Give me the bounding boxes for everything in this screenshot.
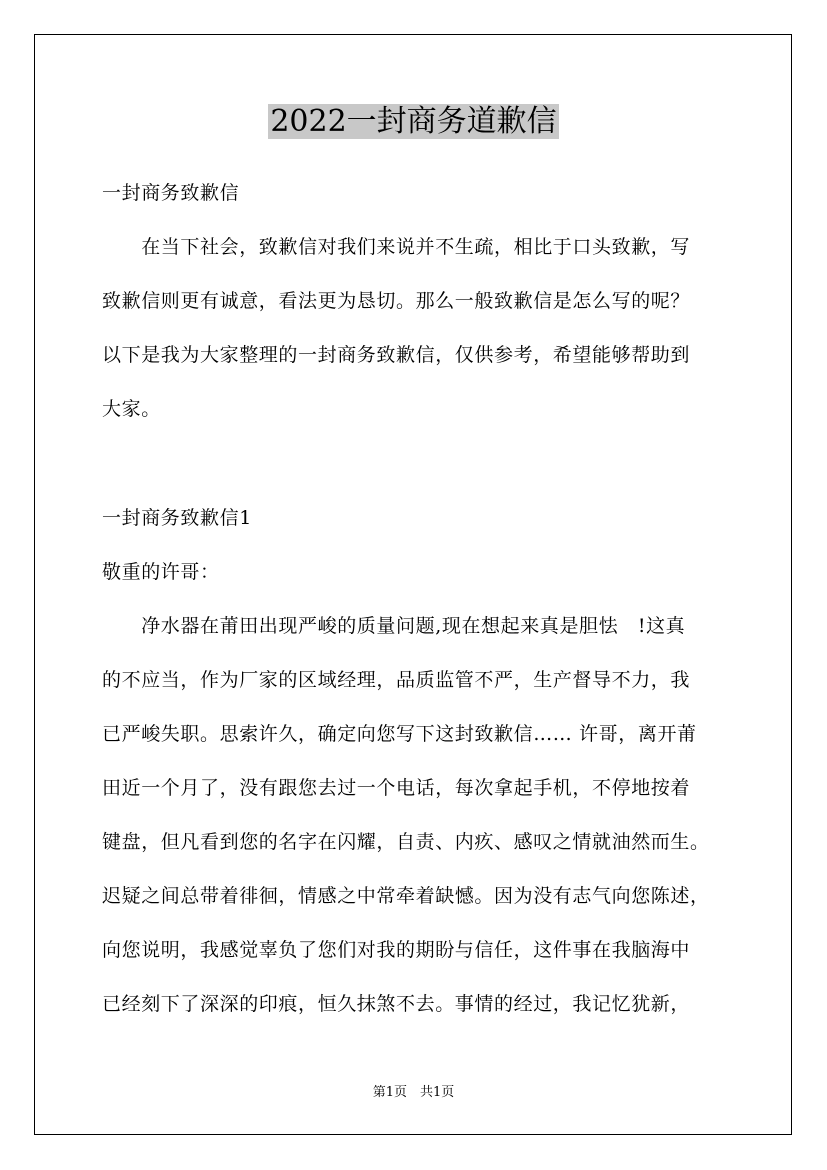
paragraph-line: 向您说明，我感觉辜负了您们对我的期盼与信任，这件事在我脑海中 (102, 939, 691, 961)
paragraph-line: 以下是我为大家整理的一封商务致歉信，仅供参考，希望能够帮助到 (102, 344, 691, 366)
section-heading: 一封商务致歉信 (102, 182, 240, 204)
paragraph-line: 致歉信则更有诚意，看法更为恳切。那么一般致歉信是怎么写的呢？ (102, 290, 691, 312)
paragraph-line: 田近一个月了，没有跟您去过一个电话，每次拿起手机，不停地按着 (102, 777, 691, 799)
document-title (0, 100, 827, 144)
document-title-text: 2022一封商务道歉信 (270, 104, 557, 139)
paragraph-line: 已严峻失职。思索许久，确定向您写下这封致歉信…… 许哥，离开莆 (102, 723, 697, 745)
page-footer: 第1页 共1页 (372, 1085, 455, 1100)
paragraph-line: 净水器在莆田出现严峻的质量问题,现在想起来真是胆怯 !这真 (102, 615, 686, 637)
letter-heading: 一封商务致歉信1 (102, 507, 252, 529)
paragraph-line: 大家。 (102, 398, 161, 420)
paragraph-line: 键盘，但凡看到您的名字在闪耀，自责、内疚、感叹之情就油然而生。 (102, 831, 710, 853)
paragraph-line: 迟疑之间总带着徘徊，情感之中常牵着缺憾。因为没有志气向您陈述， (102, 885, 710, 907)
salutation: 敬重的许哥： (102, 561, 220, 583)
paragraph-line: 的不应当，作为厂家的区域经理，品质监管不严，生产督导不力，我 (102, 669, 691, 691)
paragraph-line: 已经刻下了深深的印痕，恒久抹煞不去。事情的经过，我记忆犹新， (102, 993, 691, 1015)
paragraph-line: 在当下社会，致歉信对我们来说并不生疏，相比于口头致歉，写 (102, 236, 691, 258)
